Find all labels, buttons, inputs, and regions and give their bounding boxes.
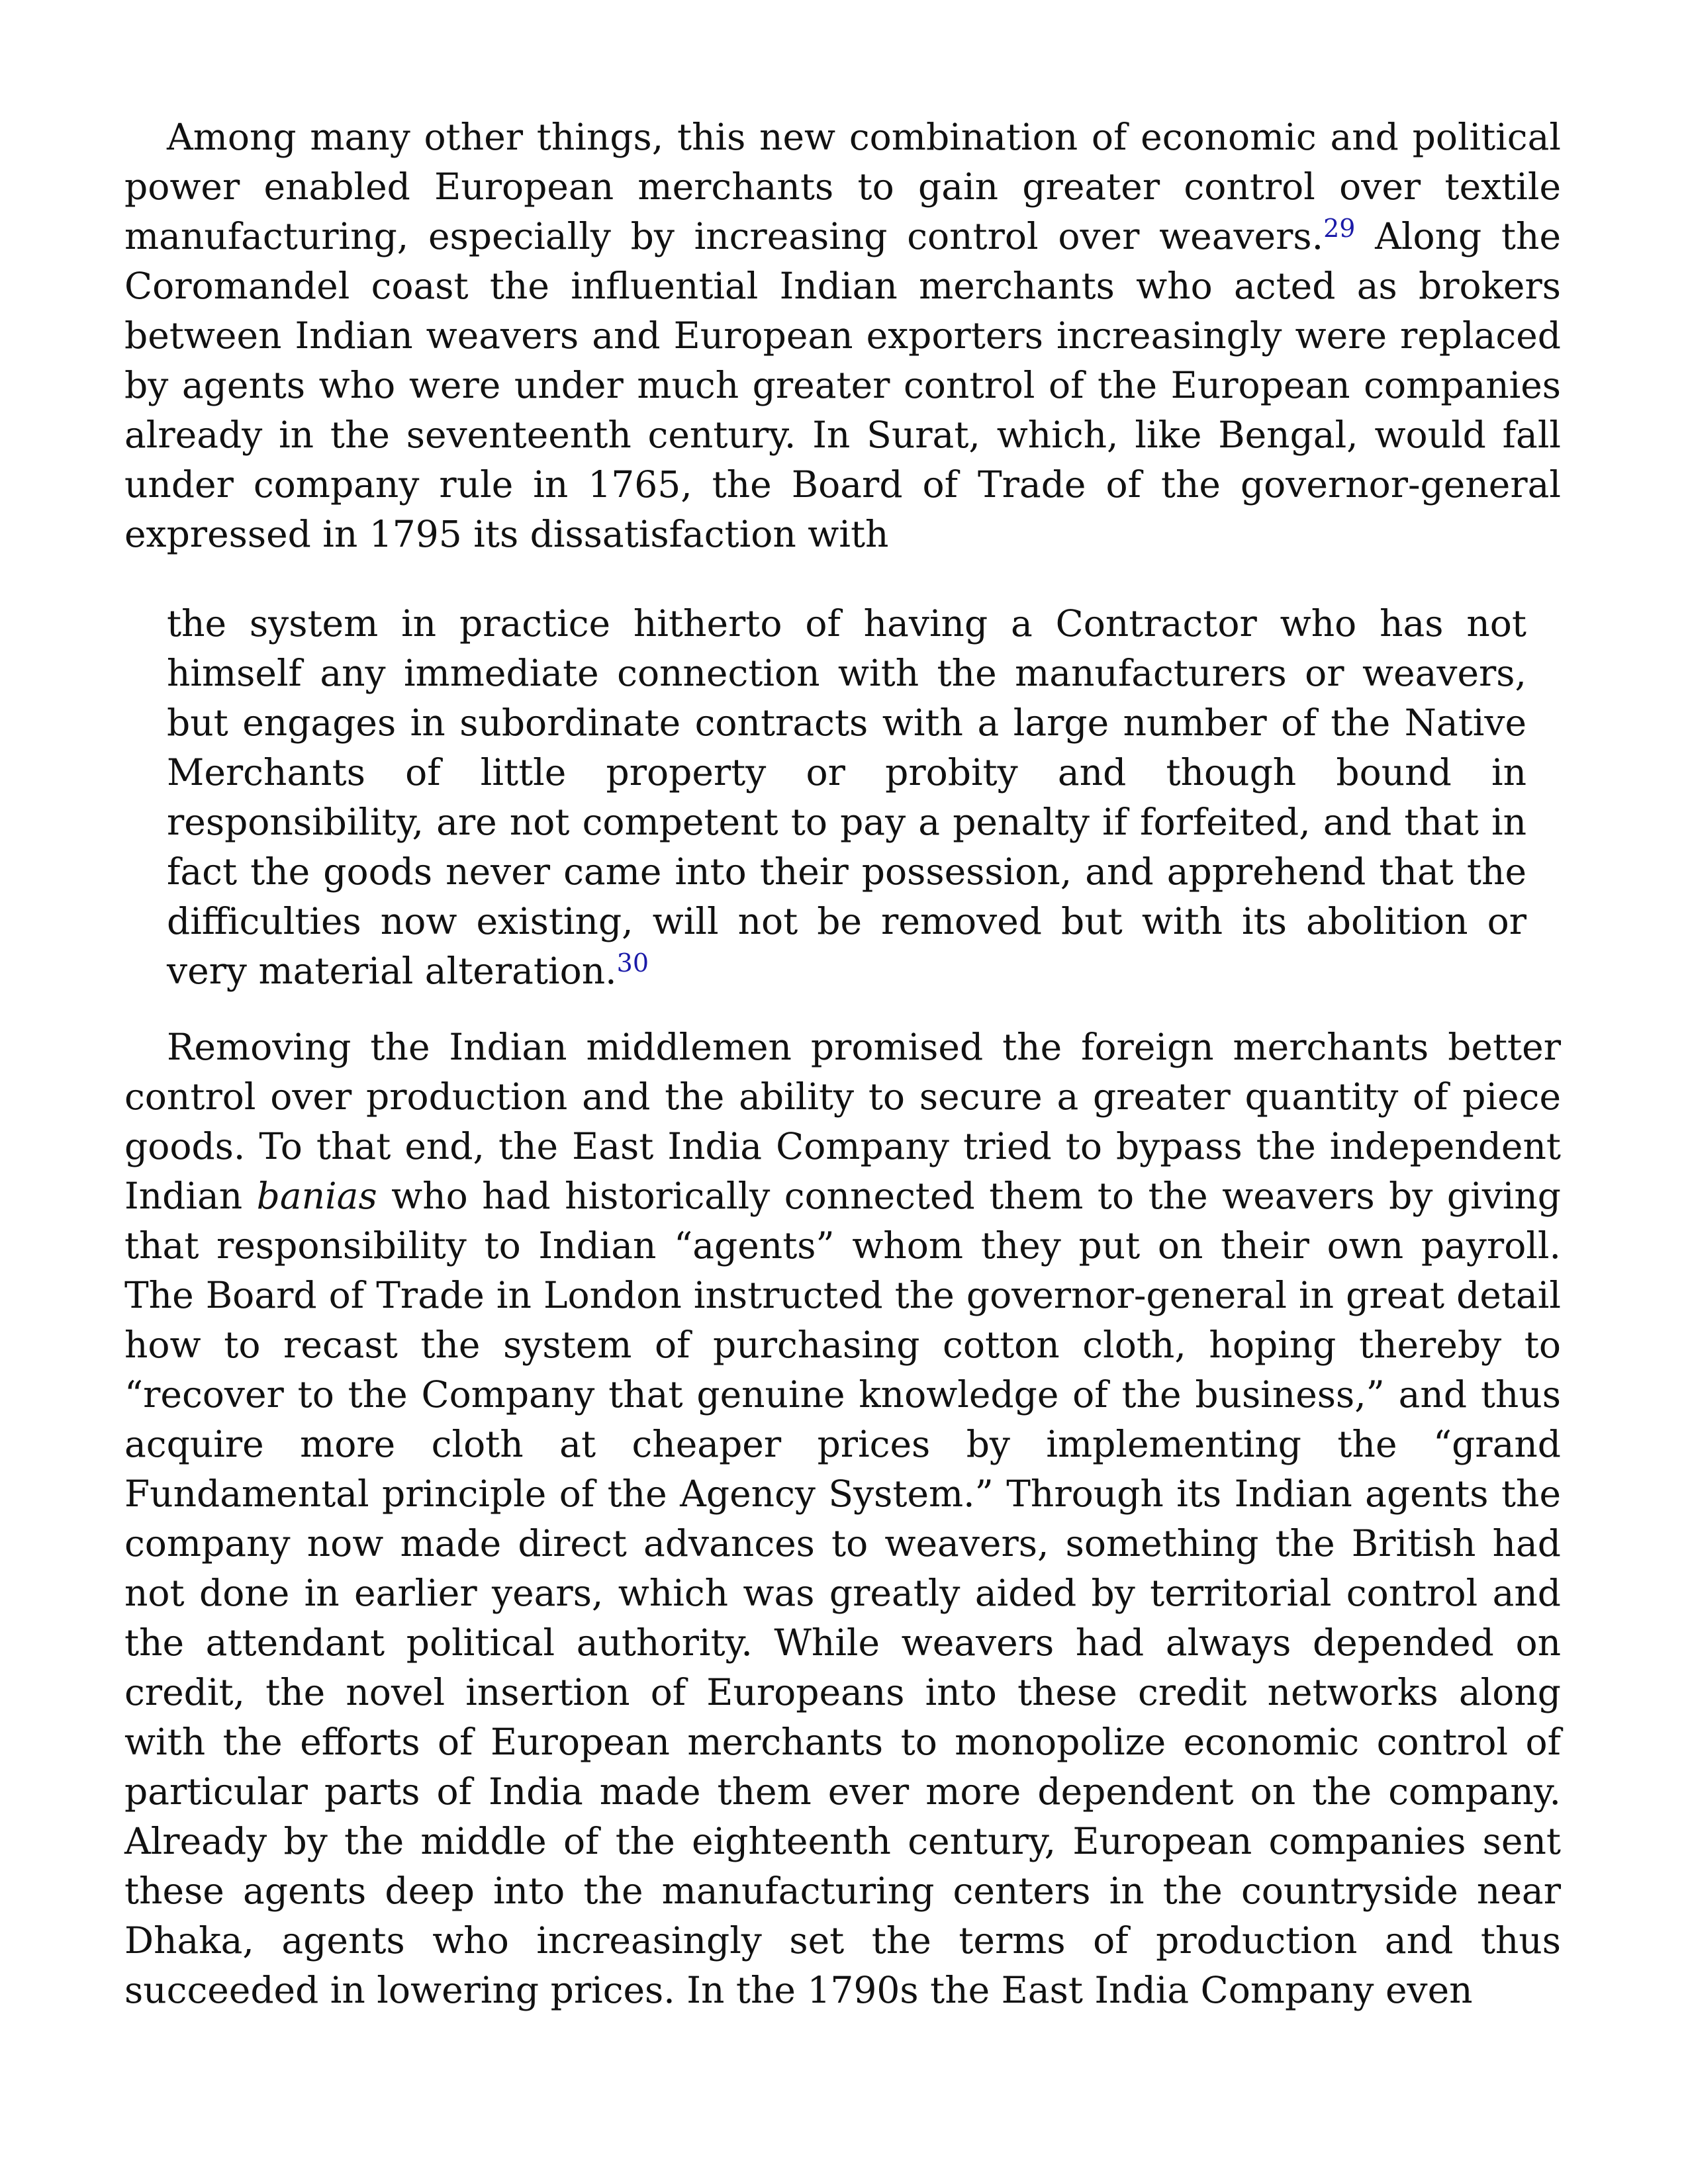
paragraph-2-text-continued: who had historically connected them to the weavers by giving that responsibility to Indian “agents” whom they put on their own payroll. The Board of Trade in London instructed the governor-general in great detail how to recast the system of purchasing cotton cloth, hoping thereby to “recover to the Company that genuine knowledge of the business,” and thus acquire more cloth at cheaper prices by implementing the “grand Fundamental principle of the Agency System.” Through its Indian agents the company now made direct advances to weavers, something the British had not done in earlier years, which was greatly aided by territorial control and the attendant political authority. While weavers had always depended on credit, the novel insertion of Europeans into these credit networks along with the efforts of European merchants to monopolize economic control of particular parts of India made them ever more dependent on the company. Already by the middle of the eighteenth century, European companies sent these agents deep into the manufacturing centers in the countryside near Dhaka, agents who increasingly set the terms of production and thus succeeded in lowering prices. In the 1790s the East India Company even (124, 1175, 1561, 2011)
italic-term-banias: banias (256, 1175, 377, 1217)
paragraph-1-text-continued: Along the Coromandel coast the influential Indian merchants who acted as brokers between Indian weavers and European exporters increasingly were replaced by agents who were under much greater control of the European companies already in the seventeenth century. In Surat, which, like Bengal, would fall under company rule in 1765, the Board of Trade of the governor-general expressed in 1795 its dissatisfaction with (124, 215, 1561, 555)
paragraph-1 (124, 113, 1561, 559)
block-quote (167, 599, 1526, 996)
block-quote-text: the system in practice hitherto of having a Contractor who has not himself any immediate connection with the manufacturers or weavers, but engages in subordinate contracts with a large number of the Native Merchants of little property or probity and though bound in responsibility, are not competent to pay a penalty if forfeited, and that in fact the goods never came into their possession, and apprehend that the difficulties now existing, will not be removed but with its abolition or very material alteration. (167, 602, 1526, 992)
paragraph-2-text: Removing the Indian middlemen promised the foreign merchants better control over production and the ability to secure a greater quantity of piece goods. To that end, the East India Company tried to bypass the independent Indian (124, 1026, 1561, 1217)
footnote-link-30[interactable]: 30 (616, 948, 649, 978)
footnote-link-29[interactable]: 29 (1323, 214, 1356, 243)
paragraph-1-text: Among many other things, this new combination of economic and political power enabled European merchants to gain greater control over textile manufacturing, especially by increasing control over weavers. (124, 116, 1561, 257)
paragraph-2 (124, 1023, 1561, 2015)
document-page (124, 113, 1561, 2015)
